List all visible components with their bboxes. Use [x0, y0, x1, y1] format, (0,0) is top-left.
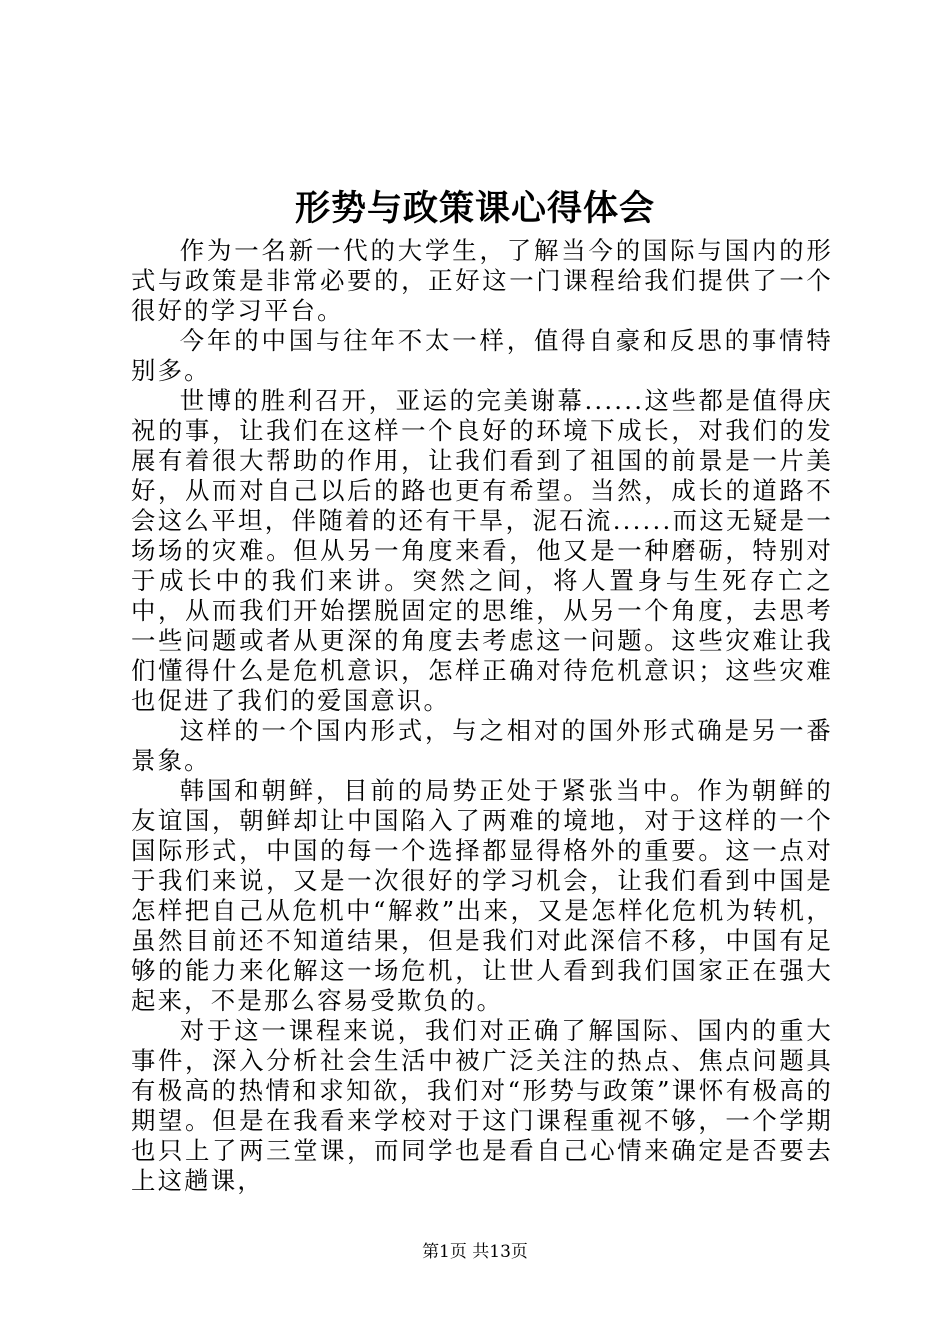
- page-title: 形势与政策课心得体会: [294, 188, 655, 229]
- paragraph-3: 世博的胜利召开，亚运的完美谢幕......这些都是值得庆祝的事，让我们在这样一个良好的环境下成长，对我们的发展有着很大帮助的作用，让我们看到了祖国的前景是一片美好，从而对自己以后的路也更有希望。当然，成长的道路不会这么平坦，伴随着的还有干旱，泥石流......而这无疑是一场场的灾难。但从另一角度来看，他又是一种磨砺，特别对于成长中的我们来讲。突然之间，将人置身与生死存亡之中，从而我们开始摆脱固定的思维，从另一个角度，去思考一些问题或者从更深的角度去考虑这一问题。这些灾难让我们懂得什么是危机意识，怎样正确对待危机意识；这些灾难也促进了我们的爱国意识。: [131, 386, 833, 715]
- paragraph-1: 作为一名新一代的大学生，了解当今的国际与国内的形式与政策是非常必要的，正好这一门课程给我们提供了一个很好的学习平台。: [131, 236, 833, 325]
- page-footer: 第1页 共13页: [422, 1242, 528, 1262]
- paragraph-2: 今年的中国与往年不太一样，值得自豪和反思的事情特别多。: [131, 326, 833, 385]
- paragraph-4: 这样的一个国内形式，与之相对的国外形式确是另一番景象。: [131, 716, 833, 775]
- paragraph-6: 对于这一课程来说，我们对正确了解国际、国内的重大事件，深入分析社会生活中被广泛关注的热点、焦点问题具有极高的热情和求知欲，我们对“形势与政策”课怀有极高的期望。但是在我看来学校对于这门课程重视不够，一个学期也只上了两三堂课，而同学也是看自己心情来确定是否要去上这趟课，: [131, 1016, 833, 1195]
- document-body: [131, 236, 833, 1196]
- paragraph-5: 韩国和朝鲜，目前的局势正处于紧张当中。作为朝鲜的友谊国，朝鲜却让中国陷入了两难的境地，对于这样的一个国际形式，中国的每一个选择都显得格外的重要。这一点对于我们来说，又是一次很好的学习机会，让我们看到中国是怎样把自己从危机中“解救”出来，又是怎样化危机为转机，虽然目前还不知道结果，但是我们对此深信不移，中国有足够的能力来化解这一场危机，让世人看到我们国家正在强大起来，不是那么容易受欺负的。: [131, 776, 833, 1015]
